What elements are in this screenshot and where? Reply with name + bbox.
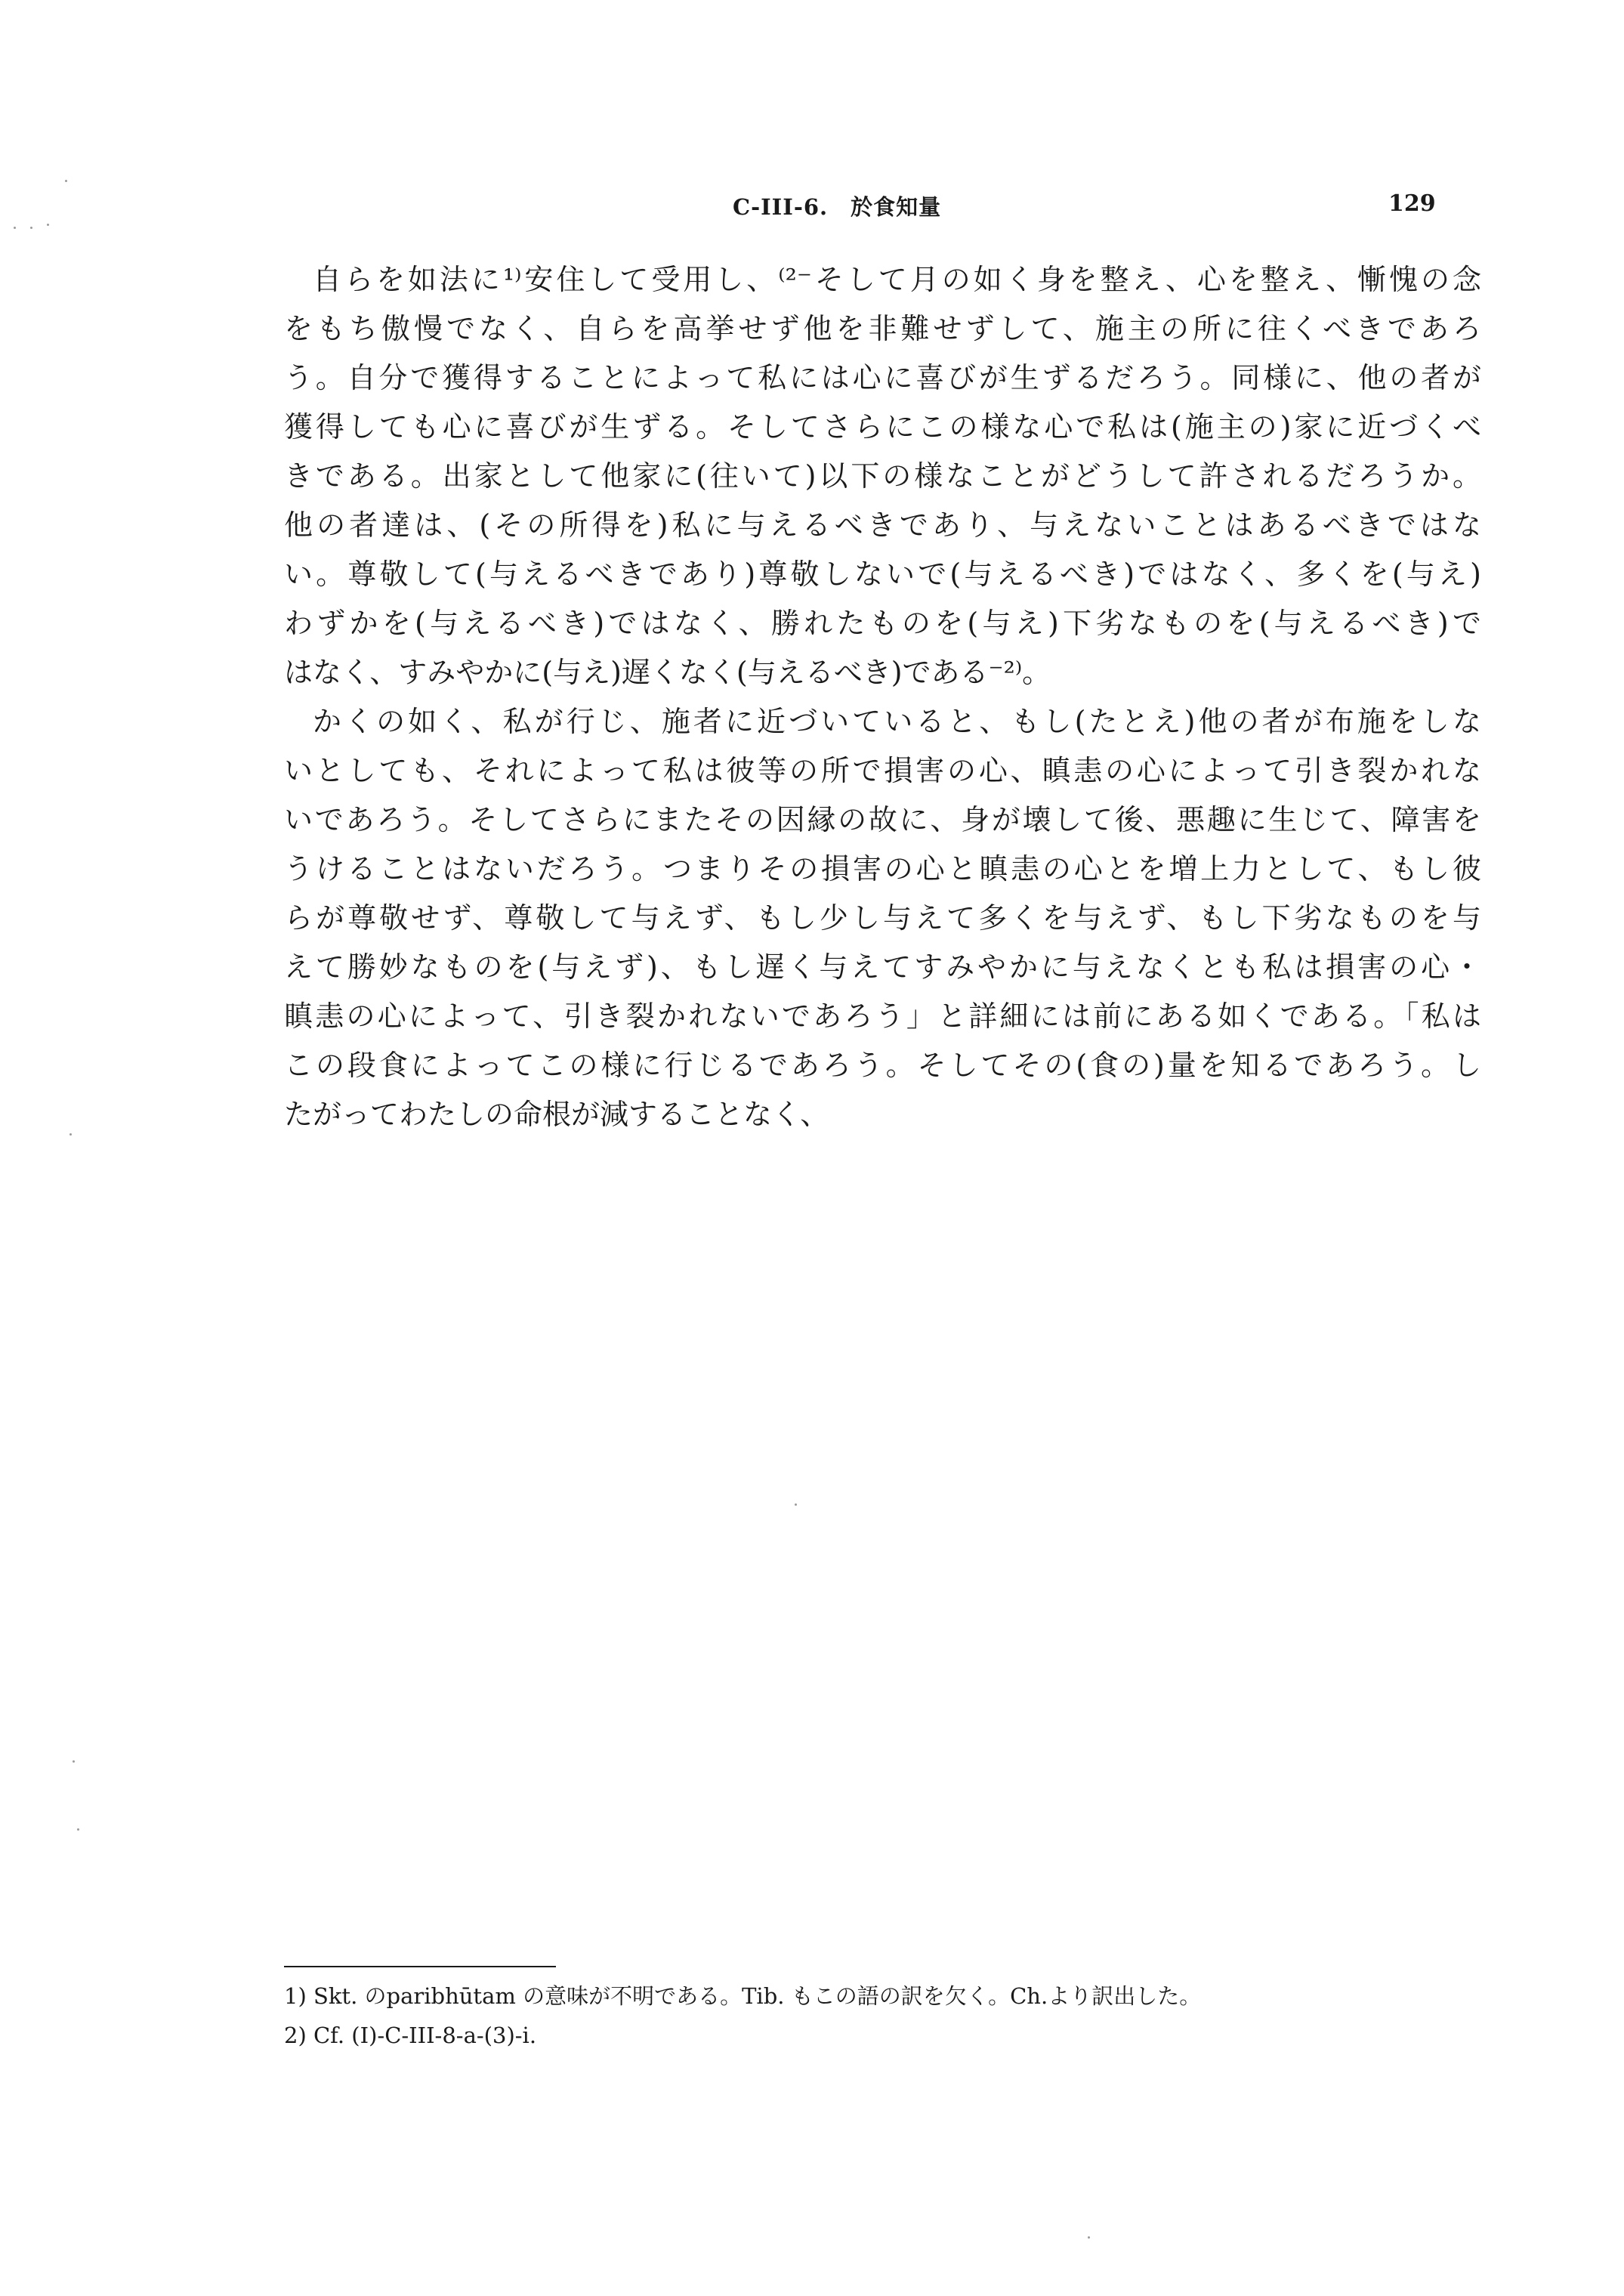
footnotes [284, 1976, 1481, 2055]
text-line: いとしても、それによって私は彼等の所で損害の心、瞋恚の心によって引き裂かれな [284, 754, 1481, 787]
scan-speck [30, 227, 32, 229]
scan-speck [77, 1828, 79, 1831]
text-line: きである。出家として他家に(往いて)以下の様なことがどうして許されるだろうか。 [284, 459, 1481, 493]
scan-speck [14, 227, 16, 229]
text-line: えて勝妙なものを(与えず)、もし遅く与えてすみやかに与えなくとも私は損害の心・ [284, 950, 1481, 984]
scan-speck [73, 1760, 75, 1763]
text-line: をもち傲慢でなく、自らを高挙せず他を非難せずして、施主の所に往くべきであろ [284, 312, 1481, 345]
text-line: う。自分で獲得することによって私には心に喜びが生ずるだろう。同様に、他の者が [284, 361, 1481, 394]
text-line: 他の者達は、(その所得を)私に与えるべきであり、与えないことはあるべきではな [284, 508, 1481, 542]
footnote-2: 2) Cf. (I)-C-III-8-a-(3)-i. [284, 2023, 537, 2048]
paragraph-1 [284, 255, 1481, 697]
text-line: 自らを如法に¹⁾安住して受用し、⁽²⁻そして月の如く身を整え、心を整え、慚愧の念 [313, 263, 1481, 296]
scan-speck [1088, 2236, 1090, 2239]
footnote-divider [284, 1966, 556, 1967]
text-line: この段食によってこの様に行じるであろう。そしてその(食の)量を知るであろう。し [284, 1049, 1481, 1082]
text-line: かくの如く、私が行じ、施者に近づいていると、もし(たとえ)他の者が布施をしな [313, 705, 1481, 738]
text-line: らが尊敬せず、尊敬して与えず、もし少し与えて多くを与えず、もし下劣なものを与 [284, 901, 1481, 935]
text-line: はなく、すみやかに(与え)遅くなく(与えるべき)である⁻²⁾。 [284, 656, 1051, 689]
text-line: 瞋恚の心によって、引き裂かれないであろう」と詳細には前にある如くである。「私は [284, 1000, 1481, 1033]
running-header: C-III-6. 於食知量 [733, 194, 942, 220]
footnote-1: 1) Skt. のparibhūtam の意味が不明である。Tib. もこの語の訳を欠く。Ch.より訳出した。 [284, 1983, 1202, 2009]
body-text [284, 255, 1481, 1139]
text-line: わずかを(与えるべき)ではなく、勝れたものを(与え)下劣なものを(与えるべき)で [284, 607, 1481, 640]
scan-speck [47, 224, 49, 226]
text-line: いであろう。そしてさらにまたその因縁の故に、身が壊して後、悪趣に生じて、障害を [284, 803, 1481, 836]
text-line: 獲得しても心に喜びが生ずる。そしてさらにこの様な心で私は(施主の)家に近づくべ [284, 410, 1481, 443]
text-line: たがってわたしの命根が減することなく、 [284, 1098, 829, 1131]
scan-speck [795, 1503, 797, 1506]
paragraph-2 [284, 697, 1481, 1139]
scan-speck [69, 1133, 72, 1136]
text-line: い。尊敬して(与えるべきであり)尊敬しないで(与えるべき)ではなく、多くを(与え) [284, 558, 1481, 591]
page-number: 129 [1388, 190, 1436, 217]
text-line: うけることはないだろう。つまりその損害の心と瞋恚の心とを増上力として、もし彼 [284, 852, 1481, 885]
scan-speck [65, 180, 67, 182]
